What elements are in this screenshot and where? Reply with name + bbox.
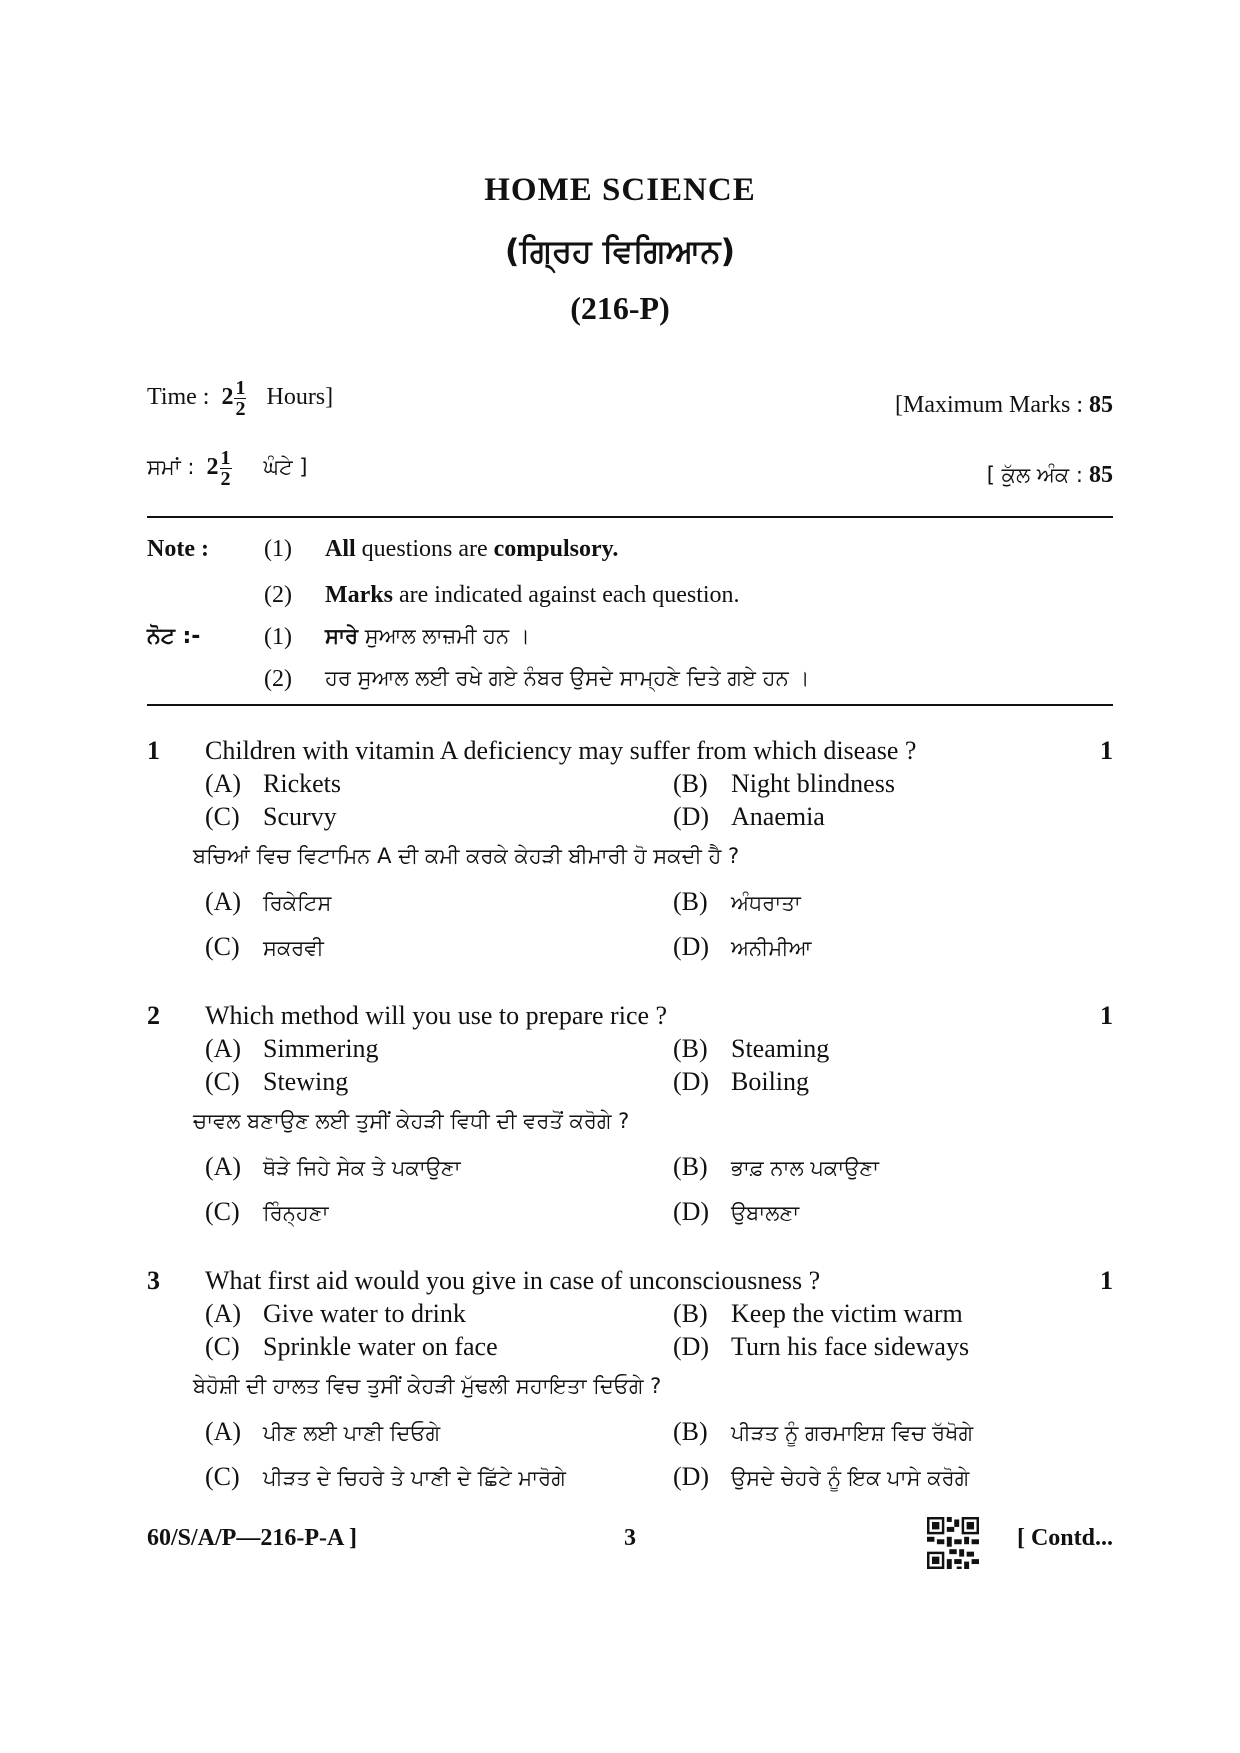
option-label: (A) bbox=[205, 1299, 242, 1328]
option-text-punjabi: ਪੀੜਤ ਨੂੰ ਗਰਮਾਇਸ਼ ਵਿਚ ਰੱਖੋਗੇ bbox=[731, 1421, 974, 1445]
option-b bbox=[673, 769, 895, 799]
note-bold: All bbox=[325, 536, 356, 562]
option-label: (D) bbox=[673, 1462, 710, 1491]
option-label: (D) bbox=[673, 932, 710, 961]
option-label: (B) bbox=[673, 1152, 708, 1181]
option-text-punjabi: ਅੰਧਰਾਤਾ bbox=[731, 891, 801, 915]
option-text-punjabi: ਰਿੰਨ੍ਹਣਾ bbox=[263, 1201, 329, 1225]
option-d-punjabi bbox=[673, 1462, 969, 1492]
option-label: (C) bbox=[205, 1067, 240, 1096]
option-label: (B) bbox=[673, 887, 708, 916]
option-label: (A) bbox=[205, 1417, 242, 1446]
time-fraction-denominator: 2 bbox=[235, 398, 246, 420]
paper-code: (216-P) bbox=[570, 290, 670, 326]
note-number-punjabi: (2) bbox=[264, 666, 292, 692]
time-unit-punjabi: ਘੰਟੇ ] bbox=[263, 455, 308, 480]
time-marks-row bbox=[147, 378, 1113, 419]
time-whole-punjabi: 2 bbox=[206, 454, 219, 481]
option-text-punjabi: ਥੋੜੇ ਜਿਹੇ ਸੇਕ ਤੇ ਪਕਾਉਣਾ bbox=[263, 1156, 461, 1180]
note-mid: are indicated against each question. bbox=[393, 582, 740, 608]
time-unit: Hours] bbox=[266, 384, 334, 411]
option-c bbox=[205, 1332, 498, 1362]
option-text: Steaming bbox=[731, 1034, 830, 1063]
question-number: 2 bbox=[147, 1001, 160, 1030]
page-number: 3 bbox=[624, 1525, 636, 1551]
option-c bbox=[205, 1067, 348, 1097]
note-number: (2) bbox=[264, 582, 292, 608]
option-text: Keep the victim warm bbox=[731, 1299, 963, 1328]
option-text: Turn his face sideways bbox=[731, 1332, 970, 1361]
option-c-punjabi bbox=[205, 932, 324, 962]
continued-label: [ Contd... bbox=[1016, 1525, 1113, 1551]
question-number: 3 bbox=[147, 1266, 160, 1295]
question-3 bbox=[147, 1266, 1113, 1506]
note-item-1 bbox=[147, 536, 1113, 566]
option-label: (D) bbox=[673, 802, 710, 831]
note-text bbox=[325, 582, 740, 609]
option-text: Scurvy bbox=[263, 802, 337, 831]
question-marks: 1 bbox=[1100, 1266, 1113, 1295]
option-text-punjabi: ਉਬਾਲਣਾ bbox=[731, 1201, 800, 1225]
option-label: (B) bbox=[673, 1034, 708, 1063]
option-a bbox=[205, 769, 341, 799]
page-footer bbox=[147, 1525, 1113, 1552]
option-label: (A) bbox=[205, 769, 242, 798]
question-text: Children with vitamin A deficiency may suffer from which disease ? bbox=[205, 736, 917, 765]
note-bold-2: compulsory. bbox=[493, 536, 619, 562]
option-text: Anaemia bbox=[731, 802, 825, 831]
time-fraction-numerator-punjabi: 1 bbox=[220, 447, 231, 469]
option-label: (B) bbox=[673, 1417, 708, 1446]
option-label: (C) bbox=[205, 1197, 240, 1226]
option-b bbox=[673, 1034, 829, 1064]
question-text: Which method will you use to prepare rice ? bbox=[205, 1001, 668, 1030]
paper-code-footer: 60/S/A/P—216-P-A ] bbox=[147, 1525, 357, 1551]
option-label: (D) bbox=[673, 1197, 710, 1226]
note-number-punjabi: (1) bbox=[264, 624, 292, 650]
note-label-punjabi: ਨੋਟ :- bbox=[147, 624, 201, 649]
time-whole: 2 bbox=[221, 384, 234, 411]
paper-title: HOME SCIENCE bbox=[484, 172, 756, 208]
top-divider bbox=[147, 516, 1113, 518]
option-text-punjabi: ਅਨੀਮੀਆ bbox=[731, 936, 812, 960]
option-label: (B) bbox=[673, 769, 708, 798]
max-marks-punjabi bbox=[987, 462, 1113, 489]
option-label: (C) bbox=[205, 802, 240, 831]
question-marks: 1 bbox=[1100, 1001, 1113, 1030]
option-a-punjabi bbox=[205, 1417, 440, 1447]
note-text-punjabi bbox=[325, 624, 530, 649]
option-text: Stewing bbox=[263, 1067, 349, 1096]
question-text-punjabi: ਚਾਵਲ ਬਣਾਉਣ ਲਈ ਤੁਸੀਂ ਕੇਹੜੀ ਵਿਧੀ ਦੀ ਵਰਤੋਂ ਕਰੋਗੇ ? bbox=[193, 1109, 630, 1133]
option-d bbox=[673, 1332, 969, 1362]
question-text: What first aid would you give in case of unconsciousness ? bbox=[205, 1266, 821, 1295]
option-text-punjabi: ਉਸਦੇ ਚੇਹਰੇ ਨੂੰ ਇਕ ਪਾਸੇ ਕਰੋਗੇ bbox=[731, 1466, 970, 1490]
option-text: Boiling bbox=[731, 1067, 810, 1096]
note-bold-punjabi: ਸਾਰੇ bbox=[325, 624, 359, 648]
time-marks-row-punjabi bbox=[147, 448, 1113, 489]
option-d bbox=[673, 1067, 809, 1097]
max-marks-label-punjabi: [ ਕੁੱਲ ਅੰਕ : bbox=[986, 463, 1083, 487]
option-b-punjabi bbox=[673, 887, 801, 917]
note-item-2 bbox=[147, 582, 1113, 612]
option-d-punjabi bbox=[673, 932, 812, 962]
option-text-punjabi: ਪੀੜਤ ਦੇ ਚਿਹਰੇ ਤੇ ਪਾਣੀ ਦੇ ਛਿੱਟੇ ਮਾਰੋਗੇ bbox=[263, 1466, 566, 1490]
option-b-punjabi bbox=[673, 1417, 973, 1447]
note-item-2-punjabi bbox=[147, 666, 1113, 696]
option-label: (D) bbox=[673, 1067, 710, 1096]
option-text-punjabi: ਰਿਕੇਟਿਸ bbox=[263, 891, 332, 915]
note-label: Note : bbox=[147, 536, 209, 562]
time-fraction-numerator: 1 bbox=[235, 377, 246, 399]
option-label: (B) bbox=[673, 1299, 708, 1328]
option-a bbox=[205, 1299, 466, 1329]
time-fraction-denominator-punjabi: 2 bbox=[220, 468, 231, 490]
time-label: Time : bbox=[147, 384, 210, 411]
paper-subtitle-punjabi: (ਗ੍ਰਿਹ ਵਿਗਿਆਨ) bbox=[504, 232, 736, 270]
option-label: (A) bbox=[205, 1152, 242, 1181]
max-marks-label: [Maximum Marks : bbox=[895, 392, 1083, 418]
time-fraction-punjabi bbox=[220, 448, 232, 489]
question-marks: 1 bbox=[1100, 736, 1113, 765]
note-text-punjabi: ਹਰ ਸੁਆਲ ਲਈ ਰਖੇ ਗਏ ਨੰਬਰ ਉਸਦੇ ਸਾਮ੍ਹਣੇ ਦਿਤੇ ਗਏ ਹਨ । bbox=[325, 666, 810, 690]
question-number: 1 bbox=[147, 736, 160, 765]
max-marks-value-punjabi: 85 bbox=[1089, 462, 1113, 488]
option-text: Rickets bbox=[263, 769, 341, 798]
option-label: (A) bbox=[205, 1034, 242, 1063]
option-label: (C) bbox=[205, 1462, 240, 1491]
option-a-punjabi bbox=[205, 1152, 461, 1182]
option-b bbox=[673, 1299, 963, 1329]
question-text-punjabi: ਬਚਿਆਂ ਵਿਚ ਵਿਟਾਮਿਨ A ਦੀ ਕਮੀ ਕਰਕੇ ਕੇਹੜੀ ਬੀਮਾਰੀ ਹੋ ਸਕਦੀ ਹੈ ? bbox=[193, 844, 740, 868]
option-text-punjabi: ਪੀਣ ਲਈ ਪਾਣੀ ਦਿਓਗੇ bbox=[263, 1421, 441, 1445]
question-2 bbox=[147, 1001, 1113, 1241]
bottom-divider bbox=[147, 704, 1113, 706]
note-number: (1) bbox=[264, 536, 292, 562]
option-text-punjabi: ਸਕਰਵੀ bbox=[263, 936, 324, 960]
option-text-punjabi: ਭਾਫ਼ ਨਾਲ ਪਕਾਉਣਾ bbox=[731, 1156, 880, 1180]
option-d bbox=[673, 802, 825, 832]
option-a-punjabi bbox=[205, 887, 331, 917]
option-text: Give water to drink bbox=[263, 1299, 466, 1328]
option-label: (C) bbox=[205, 1332, 240, 1361]
option-d-punjabi bbox=[673, 1197, 799, 1227]
option-c bbox=[205, 802, 337, 832]
option-text: Simmering bbox=[263, 1034, 379, 1063]
question-text-punjabi: ਬੇਹੋਸ਼ੀ ਦੀ ਹਾਲਤ ਵਿਚ ਤੁਸੀਂ ਕੇਹੜੀ ਮੁੱਢਲੀ ਸਹਾਇਤਾ ਦਿਓਗੇ ? bbox=[193, 1374, 662, 1398]
option-a bbox=[205, 1034, 379, 1064]
note-text bbox=[325, 536, 618, 563]
option-text: Night blindness bbox=[731, 769, 895, 798]
time-fraction bbox=[234, 378, 246, 419]
option-c-punjabi bbox=[205, 1197, 328, 1227]
option-label: (A) bbox=[205, 887, 242, 916]
option-label: (C) bbox=[205, 932, 240, 961]
note-item-1-punjabi bbox=[147, 624, 1113, 654]
time-label-punjabi: ਸਮਾਂ : bbox=[147, 455, 195, 480]
option-c-punjabi bbox=[205, 1462, 566, 1492]
max-marks-value: 85 bbox=[1089, 392, 1113, 418]
option-label: (D) bbox=[673, 1332, 710, 1361]
note-bold: Marks bbox=[325, 582, 393, 608]
option-b-punjabi bbox=[673, 1152, 879, 1182]
question-1 bbox=[147, 736, 1113, 976]
option-text: Sprinkle water on face bbox=[263, 1332, 498, 1361]
max-marks bbox=[895, 392, 1113, 419]
qr-code-icon bbox=[927, 1517, 979, 1569]
note-mid: questions are bbox=[355, 536, 494, 562]
note-rest-punjabi: ਸੁਆਲ ਲਾਜ਼ਮੀ ਹਨ । bbox=[358, 624, 530, 648]
